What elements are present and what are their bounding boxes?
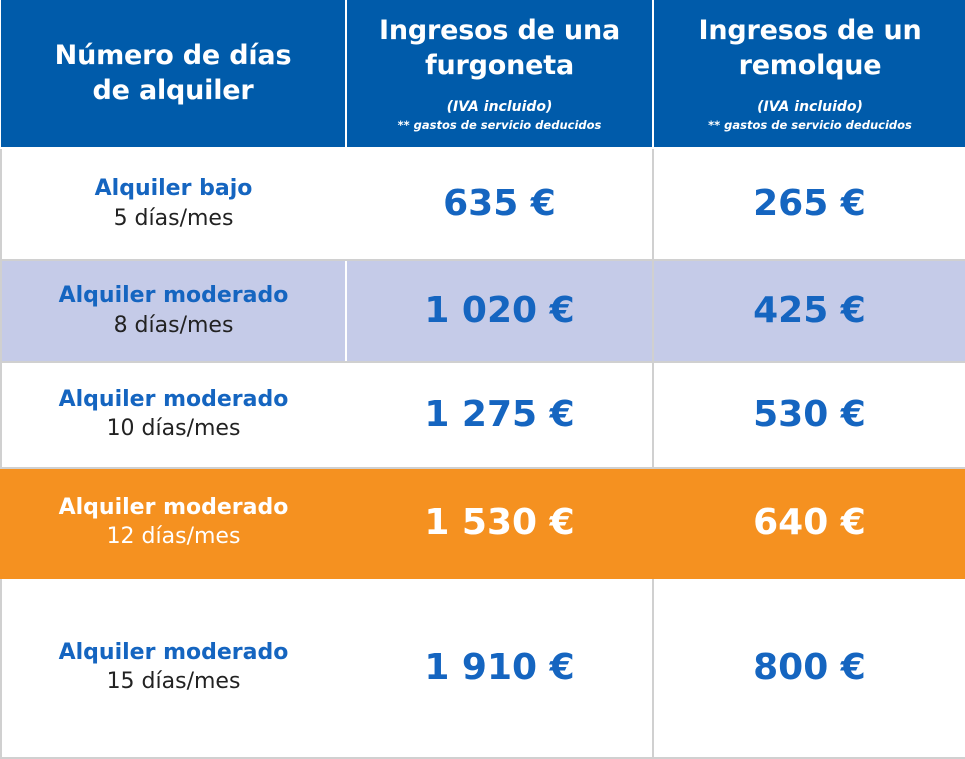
- row-tier-cell: [1, 362, 346, 467]
- column-header-van: [346, 0, 653, 148]
- row-van-income-cell: [346, 148, 653, 260]
- row-tier-days: 12 días/mes: [106, 524, 241, 550]
- row-tier-name: Alquiler bajo: [94, 176, 253, 202]
- row-tier-days: 15 días/mes: [106, 669, 241, 695]
- row-trailer-income: 425 €: [753, 290, 866, 332]
- row-tier-name: Alquiler moderado: [58, 283, 289, 309]
- row-trailer-income-cell: [653, 148, 965, 260]
- row-van-income-cell: [346, 260, 653, 362]
- row-van-income: 635 €: [443, 183, 556, 225]
- column-header-van-vat-note: (IVA incluido): [446, 99, 553, 116]
- row-tier-name: Alquiler moderado: [58, 386, 289, 412]
- column-header-days-line1: Número de días: [54, 39, 292, 71]
- row-tier-days: 5 días/mes: [113, 205, 234, 231]
- row-van-income-cell: [346, 468, 653, 578]
- row-tier-days: 10 días/mes: [106, 416, 241, 442]
- row-tier-cell: [1, 260, 346, 362]
- row-tier-name: Alquiler moderado: [58, 639, 289, 665]
- header-row: [1, 0, 965, 148]
- row-trailer-income: 530 €: [753, 394, 866, 436]
- table-row: [1, 260, 965, 362]
- column-header-van-fees-note: ** gastos de servicio deducidos: [397, 118, 602, 133]
- row-trailer-income-cell: [653, 468, 965, 578]
- column-header-days-line2: de alquiler: [92, 74, 254, 106]
- table-row-highlighted: [1, 468, 965, 578]
- row-van-income: 1 530 €: [424, 501, 575, 543]
- row-van-income: 1 910 €: [424, 647, 575, 689]
- row-trailer-income-cell: [653, 260, 965, 362]
- column-header-days: [1, 0, 346, 148]
- column-header-van-line1: Ingresos de una: [378, 15, 620, 47]
- row-tier-name: Alquiler moderado: [58, 494, 289, 520]
- row-tier-cell: [1, 468, 346, 578]
- column-header-trailer-title: [664, 14, 956, 83]
- row-trailer-income-cell: [653, 362, 965, 467]
- row-trailer-income-cell: [653, 578, 965, 758]
- row-trailer-income: 640 €: [753, 501, 866, 543]
- row-van-income: 1 275 €: [424, 394, 575, 436]
- row-tier-days: 8 días/mes: [113, 312, 234, 338]
- row-trailer-income: 800 €: [753, 647, 866, 689]
- row-van-income-cell: [346, 578, 653, 758]
- column-header-trailer-fees-note: ** gastos de servicio deducidos: [708, 118, 912, 133]
- table-row: [1, 362, 965, 467]
- table-row: [1, 578, 965, 758]
- column-header-trailer-vat-note: (IVA incluido): [757, 99, 863, 116]
- column-header-trailer-line1: Ingresos de un: [698, 15, 922, 47]
- column-header-van-line2: furgoneta: [424, 49, 575, 81]
- column-header-trailer-line2: remolque: [738, 49, 882, 81]
- table-row: [1, 148, 965, 260]
- row-van-income-cell: [346, 362, 653, 467]
- table-header: [1, 0, 965, 148]
- column-header-days-title: [11, 39, 335, 108]
- column-header-trailer: [653, 0, 965, 148]
- row-van-income: 1 020 €: [424, 290, 575, 332]
- column-header-van-title: [357, 14, 642, 83]
- row-tier-cell: [1, 578, 346, 758]
- table-body: [1, 148, 965, 758]
- row-tier-cell: [1, 148, 346, 260]
- row-trailer-income: 265 €: [753, 183, 866, 225]
